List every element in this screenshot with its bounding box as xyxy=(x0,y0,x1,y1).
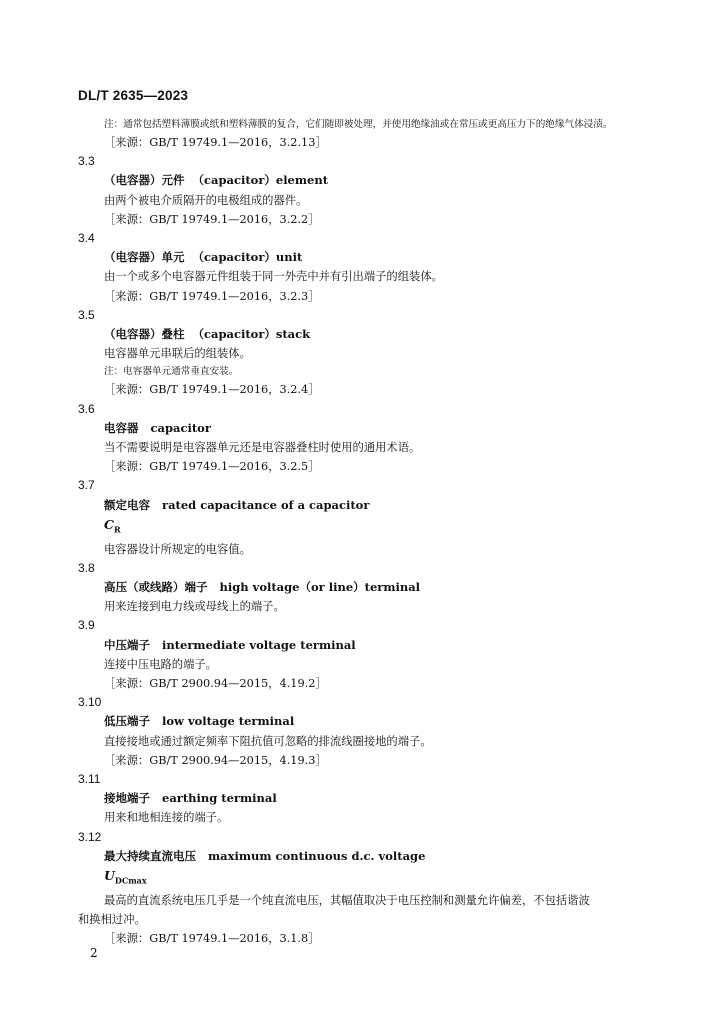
term-symbol xyxy=(78,866,678,891)
term-title-en: （capacitor）unit xyxy=(192,250,303,265)
term-title-en: rated capacitance of a capacitor xyxy=(162,497,370,512)
document-code: DL/T 2635—2023 xyxy=(78,88,189,103)
term-note: 注：电容器单元通常垂直安装。 xyxy=(104,366,239,378)
term-title xyxy=(78,248,678,267)
term-symbol xyxy=(78,515,678,540)
page-number: 2 xyxy=(90,946,98,960)
term-title-zh: 接地端子 xyxy=(104,791,150,806)
term-definition: 由两个被电介质隔开的电极组成的器件。 xyxy=(104,193,308,207)
term-definition-line: 和换相过冲。 xyxy=(78,912,146,926)
term-title-zh: 中压端子 xyxy=(104,637,150,652)
term-definition-line: 最高的直流系统电压几乎是一个纯直流电压，其幅值取决于电压控制和测量允许偏差，不包括谐波 xyxy=(104,893,590,907)
term-title-en: （capacitor）stack xyxy=(192,327,311,342)
lead-note: 注：通常包括塑料薄膜或纸和塑料薄膜的复合，它们随即被处理，并使用绝缘油或在常压或更高压力下的绝缘气体浸渍。 xyxy=(104,119,613,130)
term-title-en: high voltage（or line）terminal xyxy=(219,579,421,594)
term-title-zh: （电容器）叠柱 xyxy=(104,327,185,342)
term-source: ［来源：GB/T 19749.1—2016，3.1.8］ xyxy=(104,932,320,946)
term-title-en: intermediate voltage terminal xyxy=(162,637,356,652)
term-title-zh: （电容器）单元 xyxy=(104,250,185,265)
term-title-zh: 额定电容 xyxy=(104,497,150,512)
term-title-zh: （电容器）元件 xyxy=(104,173,185,188)
term-number: 3.9 xyxy=(78,618,95,633)
term-title xyxy=(78,712,678,731)
term-number: 3.3 xyxy=(78,154,95,169)
term-definition: 用来和地相连接的端子。 xyxy=(104,811,229,825)
term-definition: 连接中压电路的端子。 xyxy=(104,657,217,671)
term-title-en: （capacitor）element xyxy=(192,173,329,188)
term-number: 3.11 xyxy=(78,772,101,786)
terms-content xyxy=(78,116,678,948)
term-title-en: capacitor xyxy=(150,420,211,435)
term-title xyxy=(78,578,678,597)
term-number: 3.5 xyxy=(78,307,95,322)
term-definition: 由一个或多个电容器元件组装于同一外壳中并有引出端子的组装体。 xyxy=(104,270,443,284)
term-source: ［来源：GB/T 2900.94—2015，4.19.3］ xyxy=(104,753,327,767)
term-title xyxy=(78,847,678,866)
term-definition: 直接接地或通过额定频率下阻抗值可忽略的排流线圈接地的端子。 xyxy=(104,734,432,748)
term-source: ［来源：GB/T 19749.1—2016，3.2.3］ xyxy=(104,289,320,303)
term-symbol-main: C xyxy=(104,516,114,532)
term-title-en: low voltage terminal xyxy=(162,714,295,729)
term-title xyxy=(78,325,678,344)
term-symbol-subscript: R xyxy=(113,524,121,535)
term-title xyxy=(78,419,678,438)
term-number: 3.10 xyxy=(78,695,102,710)
term-title-en: maximum continuous d.c. voltage xyxy=(208,848,426,863)
term-title-zh: 最大持续直流电压 xyxy=(104,848,196,863)
term-source: ［来源：GB/T 19749.1—2016，3.2.4］ xyxy=(104,383,320,397)
term-title xyxy=(78,636,678,655)
term-definition: 当不需要说明是电容器单元还是电容器叠柱时使用的通用术语。 xyxy=(104,441,421,455)
term-number: 3.6 xyxy=(78,401,95,416)
term-title xyxy=(78,171,678,190)
term-definition: 用来连接到电力线或母线上的端子。 xyxy=(104,600,285,614)
term-symbol-main: U xyxy=(104,868,115,884)
term-number: 3.12 xyxy=(78,829,102,844)
term-source: ［来源：GB/T 19749.1—2016，3.2.2］ xyxy=(104,212,320,226)
term-title xyxy=(78,496,678,515)
term-definition: 电容器单元串联后的组装体。 xyxy=(104,347,251,361)
term-title-en: earthing terminal xyxy=(162,791,277,806)
term-source: ［来源：GB/T 19749.1—2016，3.2.5］ xyxy=(104,460,320,474)
term-number: 3.8 xyxy=(78,560,95,575)
term-title-zh: 电容器 xyxy=(104,420,139,435)
term-number: 3.7 xyxy=(78,478,95,493)
term-title-zh: 高压（或线路）端子 xyxy=(104,579,208,594)
term-title-zh: 低压端子 xyxy=(104,714,150,729)
term-definition: 电容器设计所规定的电容值。 xyxy=(104,542,251,556)
term-source: ［来源：GB/T 2900.94—2015，4.19.2］ xyxy=(104,676,327,690)
term-title xyxy=(78,789,678,808)
term-symbol-subscript: DCmax xyxy=(114,875,147,886)
term-number: 3.4 xyxy=(78,231,95,246)
lead-source: ［来源：GB/T 19749.1—2016，3.2.13］ xyxy=(104,136,327,149)
